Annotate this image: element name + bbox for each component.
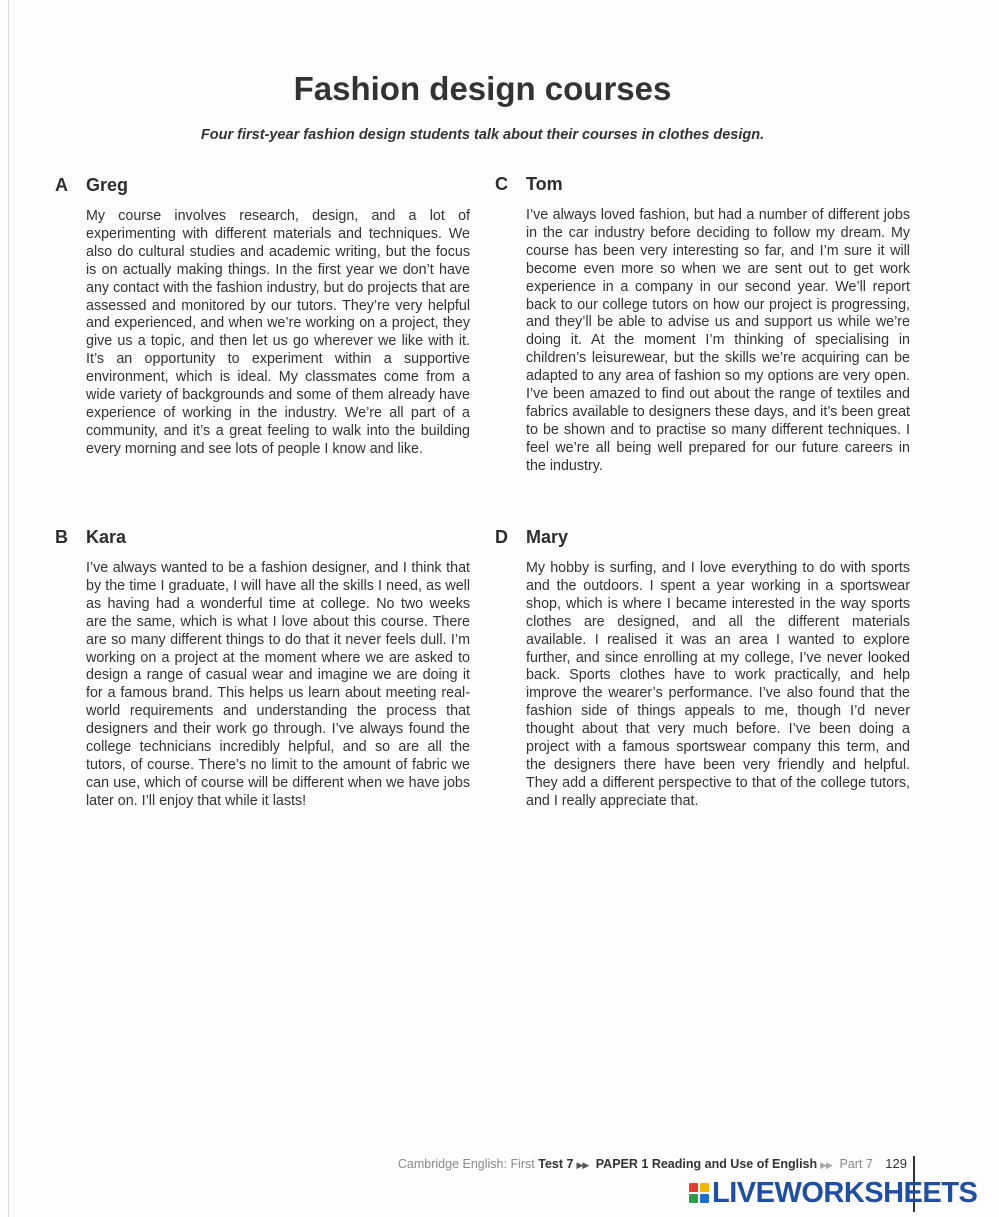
- section-text: My course involves research, design, and a lot of experimenting with different materials and techniques. We also do cultural studies and academic writing, but the focus is on actually making things. In the first year we don’t have any contact with the fashion industry, but do projects that are assessed and monitored by our tutors. They’re very helpful and experienced, and when we’re working on a project, they give us a topic, and then let us go wherever we like with it. It’s an opportunity to experiment within a supportive environment, which is ideal. My classmates come from a wide variety of backgrounds and some of them already have experience of working in the industry. We’re all part of a community, and it’s a great feeling to walk into the building every morning and see lots of people I know and like.: [86, 208, 470, 457]
- mark-square: [689, 1183, 698, 1192]
- section-kara: [55, 527, 470, 811]
- page-subtitle: Four first-year fashion design students talk about their courses in clothes design.: [200, 127, 765, 143]
- section-letter: C: [495, 174, 508, 194]
- footer-paper: PAPER 1: [595, 1157, 649, 1171]
- footer-book: Cambridge English: First: [397, 1157, 535, 1171]
- section-text: My hobby is surfing, and I love everything to do with sports and the outdoors. I spent a year working in a sportswear shop, which is where I became interested in the way sports clothes are designed, and all the different materials available. I realised it was an area I wanted to explore further, and since enrolling at my college, I’ve never looked back. Sports clothes have to work practically, and help improve the wearer’s performance. I’ve also found that the fashion side of things appeals to me, though I’d never thought about that very much before. I’ve been doing a project with a famous sportswear company this term, and the designers there have been very friendly and helpful. They add a different perspective to that of the college tutors, and I really appreciate that.: [526, 560, 910, 809]
- mark-square: [700, 1183, 709, 1192]
- section-heading: [495, 174, 910, 198]
- liveworksheets-logo: [689, 1176, 977, 1210]
- footer-arrow-icon: ▶▶: [820, 1160, 832, 1170]
- section-heading: [55, 527, 470, 551]
- section-heading: [55, 175, 470, 199]
- liveworksheets-mark-icon: [689, 1183, 709, 1203]
- section-mary: [495, 527, 910, 811]
- section-name: Kara: [86, 527, 127, 547]
- section-letter: B: [55, 527, 68, 547]
- section-letter: D: [495, 527, 508, 547]
- footer-part: Part 7: [839, 1157, 873, 1171]
- section-name: Tom: [526, 174, 563, 194]
- page-number: 129: [885, 1156, 907, 1171]
- page-edge: [8, 0, 9, 1217]
- mark-square: [689, 1194, 698, 1203]
- page-title: Fashion design courses: [293, 70, 672, 107]
- section-heading: [495, 527, 910, 551]
- section-name: Greg: [86, 175, 129, 195]
- section-name: Mary: [526, 527, 569, 547]
- section-letter: A: [55, 175, 68, 195]
- page-footer: [398, 1156, 907, 1171]
- footer-test: Test 7: [538, 1157, 574, 1171]
- section-greg: [55, 175, 470, 459]
- watermark-text: LIVEWORKSHEETS: [712, 1176, 978, 1209]
- mark-square: [700, 1194, 709, 1203]
- section-text: I’ve always wanted to be a fashion designer, and I think that by the time I graduate, I will have all the skills I need, as well as having had a wonderful time at college. No two weeks are the same, which is what I love about this course. There are so many different things to do that it never feels dull. I’m working on a project at the moment where we are asked to design a range of casual wear and imagine we are doing it for a famous brand. This helps us learn about meeting real-world requirements and understanding the process that designers and their work go through. I’ve always found the college technicians incredibly helpful, and so are all the tutors, of course. There’s no limit to the amount of fabric we can use, which of course will be different when we have jobs later on. I’ll enjoy that while it lasts!: [86, 560, 470, 809]
- footer-paper-name: Reading and Use of English: [651, 1157, 818, 1171]
- footer-arrow-icon: ▶▶: [576, 1160, 589, 1170]
- section-text: I’ve always loved fashion, but had a number of different jobs in the car industry before deciding to follow my dream. My course has been very interesting so far, and I’m sure it will become even more so when we are sent out to get work experience in a company in our second year. We’ll report back to our college tutors on how our project is progressing, and they’ll be able to advise us and support us while we’re doing it. At the moment I’m thinking of specialising in children’s leisurewear, but the skills we’re acquiring can be adapted to any area of fashion so my options are very open. I’ve been amazed to find out about the range of textiles and fabrics available to designers these days, and it’s been great to be shown and to practise so many different techniques. I feel we’re all being well prepared for our future careers in the industry.: [526, 207, 910, 474]
- section-tom: [495, 174, 910, 476]
